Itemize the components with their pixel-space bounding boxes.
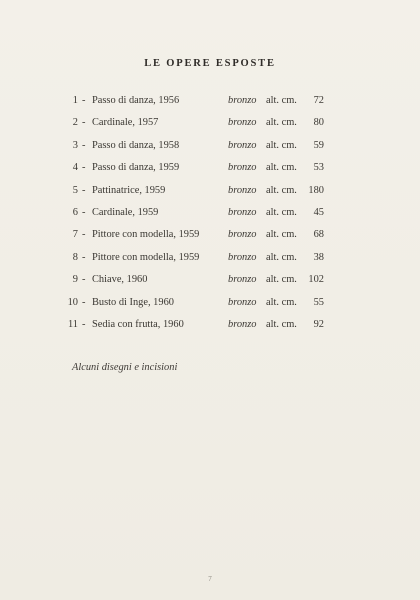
- work-number: 10: [67, 296, 78, 308]
- work-row: [0, 252, 420, 274]
- work-height-value: 45: [313, 206, 324, 218]
- work-title: Pittore con modella, 1959: [92, 229, 200, 241]
- work-material: bronzo: [228, 206, 257, 218]
- work-dimension-label: alt. cm.: [266, 229, 297, 241]
- work-number: 4: [72, 162, 78, 174]
- work-material: bronzo: [228, 95, 257, 106]
- work-dimension-label: alt. cm.: [266, 95, 297, 106]
- work-row: [0, 207, 420, 229]
- work-separator: -: [82, 139, 86, 151]
- work-number: 9: [72, 274, 78, 286]
- works-list: [0, 95, 420, 341]
- work-title: Passo di danza, 1959: [92, 162, 180, 174]
- work-separator: -: [82, 229, 86, 241]
- work-material: bronzo: [228, 229, 257, 241]
- work-separator: -: [82, 162, 86, 174]
- work-material: bronzo: [228, 162, 257, 174]
- work-number: 5: [72, 184, 78, 196]
- work-row: [0, 95, 420, 117]
- work-material: bronzo: [228, 318, 257, 330]
- work-dimension-label: alt. cm.: [266, 117, 297, 129]
- work-material: bronzo: [228, 274, 257, 286]
- work-dimension-label: alt. cm.: [266, 162, 297, 174]
- work-title: Chiave, 1960: [92, 274, 148, 286]
- work-height-value: 72: [313, 95, 324, 106]
- work-number: 1: [72, 95, 78, 106]
- work-title: Passo di danza, 1956: [92, 95, 180, 106]
- work-separator: -: [82, 296, 86, 308]
- work-number: 11: [67, 318, 78, 330]
- page-number: 7: [208, 575, 212, 583]
- work-height-value: 55: [313, 296, 324, 308]
- work-number: 8: [72, 251, 78, 263]
- drawings-note: Alcuni disegni e incisioni: [72, 362, 178, 373]
- work-title: Pattinatrice, 1959: [92, 184, 166, 196]
- work-dimension-label: alt. cm.: [266, 184, 297, 196]
- work-separator: -: [82, 206, 86, 218]
- work-number: 2: [72, 117, 78, 129]
- work-dimension-label: alt. cm.: [266, 139, 297, 151]
- work-row: [0, 319, 420, 341]
- page-title: LE OPERE ESPOSTE: [144, 58, 276, 69]
- work-material: bronzo: [228, 117, 257, 129]
- work-title: Pittore con modella, 1959: [92, 251, 200, 263]
- work-row: [0, 274, 420, 296]
- work-row: [0, 162, 420, 184]
- work-title: Cardinale, 1957: [92, 117, 159, 129]
- work-material: bronzo: [228, 251, 257, 263]
- work-height-value: 92: [313, 318, 324, 330]
- work-dimension-label: alt. cm.: [266, 251, 297, 263]
- work-dimension-label: alt. cm.: [266, 274, 297, 286]
- work-row: [0, 185, 420, 207]
- work-height-value: 38: [313, 251, 324, 263]
- work-separator: -: [82, 318, 86, 330]
- work-number: 3: [72, 139, 78, 151]
- work-title: Busto di Inge, 1960: [92, 296, 174, 308]
- work-separator: -: [82, 117, 86, 129]
- work-dimension-label: alt. cm.: [266, 296, 297, 308]
- work-material: bronzo: [228, 184, 257, 196]
- work-dimension-label: alt. cm.: [266, 206, 297, 218]
- work-height-value: 53: [313, 162, 324, 174]
- work-height-value: 59: [313, 139, 324, 151]
- work-number: 6: [72, 206, 78, 218]
- work-row: [0, 117, 420, 139]
- work-height-value: 80: [313, 117, 324, 129]
- work-height-value: 102: [308, 274, 324, 286]
- work-row: [0, 297, 420, 319]
- work-separator: -: [82, 274, 86, 286]
- work-height-value: 68: [313, 229, 324, 241]
- work-number: 7: [72, 229, 78, 241]
- work-title: Cardinale, 1959: [92, 206, 159, 218]
- work-row: [0, 140, 420, 162]
- work-separator: -: [82, 95, 86, 106]
- work-dimension-label: alt. cm.: [266, 318, 297, 330]
- work-separator: -: [82, 184, 86, 196]
- work-title: Sedia con frutta, 1960: [92, 318, 184, 330]
- work-title: Passo di danza, 1958: [92, 139, 180, 151]
- work-height-value: 180: [308, 184, 324, 196]
- work-material: bronzo: [228, 296, 257, 308]
- work-material: bronzo: [228, 139, 257, 151]
- work-row: [0, 229, 420, 251]
- work-separator: -: [82, 251, 86, 263]
